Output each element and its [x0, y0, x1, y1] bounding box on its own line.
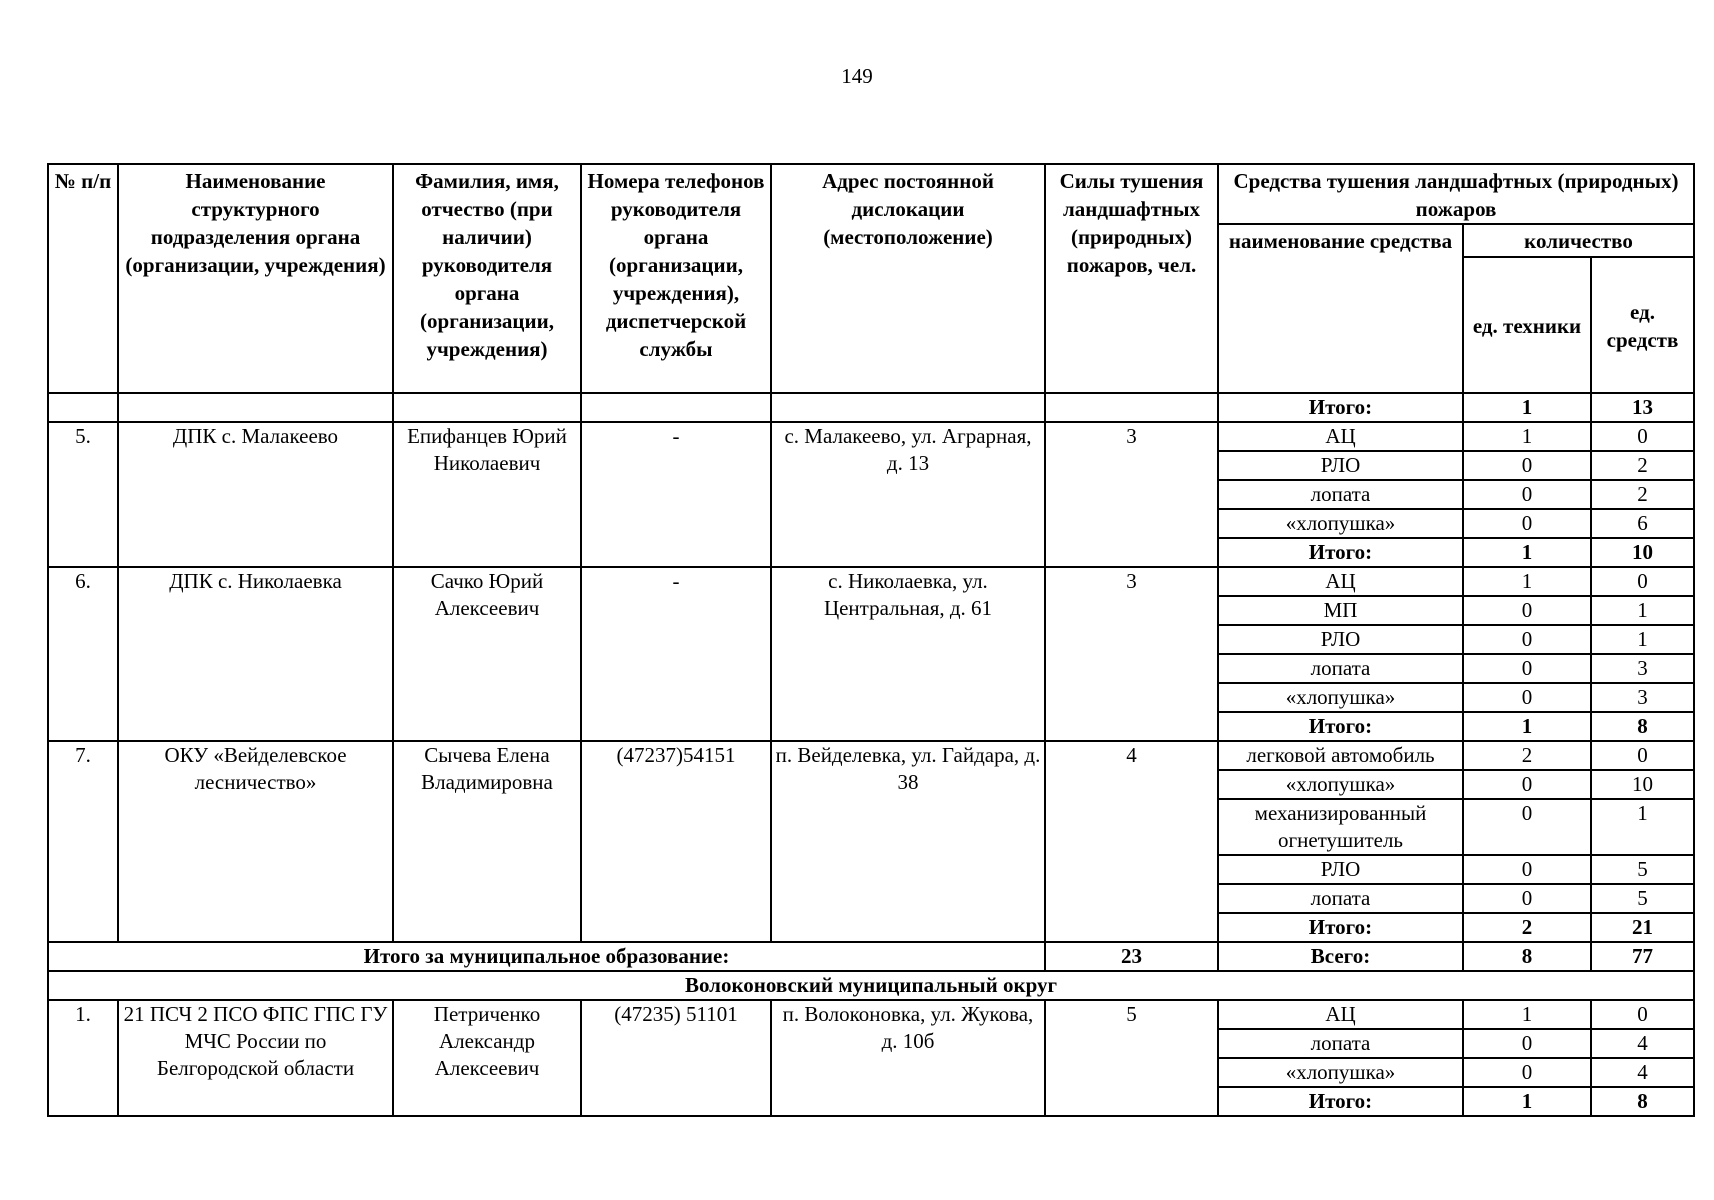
entry-unit: ОКУ «Вейделевское лесничество» — [118, 741, 393, 942]
total-means: 8 — [1591, 712, 1694, 741]
page-number: 149 — [841, 64, 873, 88]
means-tech: 2 — [1463, 741, 1591, 770]
means-tech: 1 — [1463, 422, 1591, 451]
table-row — [48, 1000, 1694, 1029]
means-name: лопата — [1218, 1029, 1463, 1058]
entry-num: 5. — [48, 422, 118, 567]
fire-forces-table — [47, 163, 1695, 1117]
header-means: Средства тушения ландшафтных (природных) пожаров — [1218, 164, 1694, 224]
means-name: «хлопушка» — [1218, 509, 1463, 538]
means-name: РЛО — [1218, 625, 1463, 654]
total-means: 10 — [1591, 538, 1694, 567]
total-means: 21 — [1591, 913, 1694, 942]
entry-address: с. Малакеево, ул. Аграрная, д. 13 — [771, 422, 1045, 567]
total-label: Итого: — [1218, 913, 1463, 942]
means-tech: 0 — [1463, 509, 1591, 538]
entry-head: Епифанцев Юрий Николаевич — [393, 422, 581, 567]
total-label: Итого: — [1218, 393, 1463, 422]
table-header — [48, 164, 1694, 393]
table-row — [48, 741, 1694, 770]
means-count: 0 — [1591, 1000, 1694, 1029]
table-row — [48, 422, 1694, 451]
municipal-total-forces: 23 — [1045, 942, 1218, 971]
entry-phone: - — [581, 422, 771, 567]
entry-address: п. Волоконовка, ул. Жукова, д. 10б — [771, 1000, 1045, 1116]
entry-unit: ДПК с. Николаевка — [118, 567, 393, 741]
means-tech: 0 — [1463, 480, 1591, 509]
means-count: 5 — [1591, 884, 1694, 913]
entry-forces: 5 — [1045, 1000, 1218, 1116]
means-count: 2 — [1591, 480, 1694, 509]
district-title: Волоконовский муниципальный округ — [48, 971, 1694, 1000]
table-row — [48, 393, 1694, 422]
municipal-total-label: Итого за муниципальное образование: — [48, 942, 1045, 971]
total-label: Итого: — [1218, 538, 1463, 567]
entry-phone: (47237)54151 — [581, 741, 771, 942]
means-tech: 0 — [1463, 451, 1591, 480]
entry-head: Петриченко Александр Алексеевич — [393, 1000, 581, 1116]
means-name: лопата — [1218, 480, 1463, 509]
entry-phone: - — [581, 567, 771, 741]
means-tech: 0 — [1463, 596, 1591, 625]
means-count: 4 — [1591, 1058, 1694, 1087]
total-tech: 1 — [1463, 393, 1591, 422]
means-tech: 0 — [1463, 770, 1591, 799]
means-name: «хлопушка» — [1218, 1058, 1463, 1087]
entry-unit: ДПК с. Малакеево — [118, 422, 393, 567]
means-tech: 0 — [1463, 683, 1591, 712]
means-count: 3 — [1591, 683, 1694, 712]
header-qty-means: ед. средств — [1591, 257, 1694, 393]
means-count: 0 — [1591, 741, 1694, 770]
means-name: РЛО — [1218, 451, 1463, 480]
means-name: «хлопушка» — [1218, 770, 1463, 799]
total-tech: 1 — [1463, 538, 1591, 567]
entry-num: 6. — [48, 567, 118, 741]
means-count: 3 — [1591, 654, 1694, 683]
total-means: 13 — [1591, 393, 1694, 422]
means-tech: 0 — [1463, 1058, 1591, 1087]
header-phones: Номера телефонов руководителя органа (организации, учреждения), диспетчерской службы — [581, 164, 771, 393]
entry-num: 1. — [48, 1000, 118, 1116]
means-tech: 0 — [1463, 884, 1591, 913]
entry-head: Сычева Елена Владимировна — [393, 741, 581, 942]
entry-phone: (47235) 51101 — [581, 1000, 771, 1116]
means-count: 10 — [1591, 770, 1694, 799]
table-body — [48, 393, 1694, 1116]
means-name: АЦ — [1218, 567, 1463, 596]
district-title-row — [48, 971, 1694, 1000]
header-unit: Наименование структурного подразделения органа (организации, учреждения) — [118, 164, 393, 393]
means-count: 1 — [1591, 596, 1694, 625]
municipal-total-row — [48, 942, 1694, 971]
entry-forces: 4 — [1045, 741, 1218, 942]
means-tech: 1 — [1463, 1000, 1591, 1029]
means-tech: 0 — [1463, 1029, 1591, 1058]
means-count: 6 — [1591, 509, 1694, 538]
means-tech: 0 — [1463, 799, 1591, 855]
entry-forces: 3 — [1045, 422, 1218, 567]
header-means-name: наименование средства — [1218, 224, 1463, 393]
means-name: «хлопушка» — [1218, 683, 1463, 712]
means-count: 0 — [1591, 422, 1694, 451]
means-name: РЛО — [1218, 855, 1463, 884]
table-row — [48, 567, 1694, 596]
entry-address: с. Николаевка, ул. Центральная, д. 61 — [771, 567, 1045, 741]
entry-unit: 21 ПСЧ 2 ПСО ФПС ГПС ГУ МЧС России по Белгородской области — [118, 1000, 393, 1116]
means-name: МП — [1218, 596, 1463, 625]
municipal-total-means: 77 — [1591, 942, 1694, 971]
means-tech: 0 — [1463, 855, 1591, 884]
means-count: 1 — [1591, 799, 1694, 855]
means-tech: 1 — [1463, 567, 1591, 596]
entry-address: п. Вейделевка, ул. Гайдара, д. 38 — [771, 741, 1045, 942]
means-name: лопата — [1218, 884, 1463, 913]
header-qty-tech: ед. техники — [1463, 257, 1591, 393]
total-tech: 1 — [1463, 712, 1591, 741]
total-label: Итого: — [1218, 712, 1463, 741]
header-address: Адрес постоянной дислокации (местоположение) — [771, 164, 1045, 393]
municipal-total-label2: Всего: — [1218, 942, 1463, 971]
means-name: АЦ — [1218, 1000, 1463, 1029]
means-name: лопата — [1218, 654, 1463, 683]
means-count: 4 — [1591, 1029, 1694, 1058]
means-count: 2 — [1591, 451, 1694, 480]
header-quantity: количество — [1463, 224, 1694, 257]
means-count: 0 — [1591, 567, 1694, 596]
total-tech: 2 — [1463, 913, 1591, 942]
header-head: Фамилия, имя, отчество (при наличии) руководителя органа (организации, учреждения) — [393, 164, 581, 393]
means-name: АЦ — [1218, 422, 1463, 451]
municipal-total-tech: 8 — [1463, 942, 1591, 971]
entry-forces: 3 — [1045, 567, 1218, 741]
means-tech: 0 — [1463, 625, 1591, 654]
entry-head: Сачко Юрий Алексеевич — [393, 567, 581, 741]
total-tech: 1 — [1463, 1087, 1591, 1116]
total-label: Итого: — [1218, 1087, 1463, 1116]
means-tech: 0 — [1463, 654, 1591, 683]
means-name: легковой автомобиль — [1218, 741, 1463, 770]
means-count: 5 — [1591, 855, 1694, 884]
header-num: № п/п — [48, 164, 118, 393]
means-count: 1 — [1591, 625, 1694, 654]
means-name: механизированный огнетушитель — [1218, 799, 1463, 855]
total-means: 8 — [1591, 1087, 1694, 1116]
entry-num: 7. — [48, 741, 118, 942]
header-forces: Силы тушения ландшафтных (природных) пожаров, чел. — [1045, 164, 1218, 393]
